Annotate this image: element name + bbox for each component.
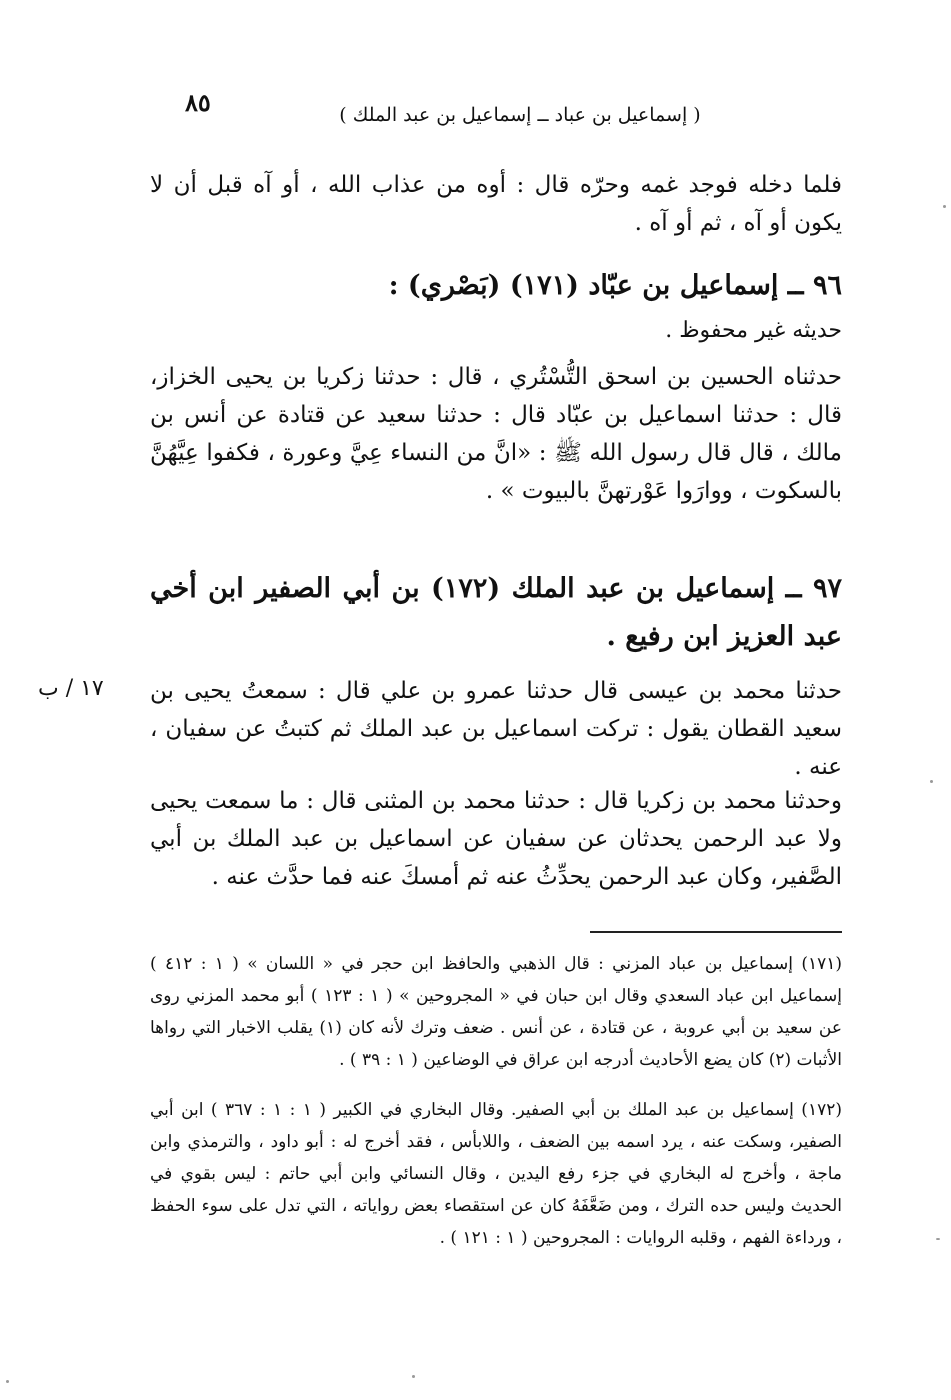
footnote-171: (١٧١) إسماعيل بن عباد المزني : قال الذهبي والحافظ ابن حجر في « اللسان » ( ١ : ٤١٢ ) إسماعيل ابن عباد السعدي وقال ابن حبان في « المجروحين » ( ١ : ١٢٣ ) أبو محمد المزني روى عن سعيد بن أبي عروبة ، عن قتادة ، عن أنس . ضعف وترك لأنه كان (١) يقلب الاخبار التي رواها الأثبات (٢) كان يضع الأحاديث أدرجه ابن عراق في الوضاعين ( ١ : ٣٩ ) . [150, 954, 842, 1070]
running-head: ( إسماعيل بن عباد ــ إسماعيل بن عبد الملك ) [339, 104, 701, 126]
entry-97-text-2: وحدثنا محمد بن زكريا قال : حدثنا محمد بن المثنى قال : ما سمعت يحيى ولا عبد الرحمن يحدثان عن سفيان عن اسماعيل بن عبد الملك بن أبي الصَّفير، وكان عبد الرحمن يحدِّثُ عنه ثم أمسكَ عنه فما حدَّث عنه . [150, 788, 842, 890]
scan-speck [6, 1380, 9, 1383]
entry-97-text-1: حدثنا محمد بن عيسى قال حدثنا عمرو بن علي قال : سمعتُ يحيى بن سعيد القطان يقول : تركت اسماعيل بن عبد الملك ثم كتبتُ عن سفيان ، عنه . [150, 678, 842, 780]
entry-96-note: حديثه غير محفوظ . [665, 318, 842, 343]
scan-speck [412, 1375, 415, 1378]
page-number: ٨٥ [185, 88, 211, 117]
entry-96-heading: ٩٦ ــ إسماعيل بن عبّاد (١٧١) (بَصْري) : [388, 270, 842, 301]
entry-96-text: حدثناه الحسين بن اسحق التُّسْتُري ، قال : حدثنا زكريا بن يحيى الخزاز، قال : حدثنا اسماعيل بن عبّاد قال : حدثنا سعيد عن قتادة عن أنس بن مالك ، قال قال رسول الله ﷺ : «انَّ من النساء عِيَّ وعورة ، فكفوا عِيَّهُنَّ بالسكوت ، ووارَوا عَوْرتهنَّ بالبيوت » . [150, 364, 842, 504]
scan-speck [936, 1238, 940, 1240]
margin-folio-note: ١٧ / ب [38, 676, 104, 701]
footnote-separator [590, 931, 842, 933]
paragraph-continuation: فلما دخله فوجد غمه وحرّه قال : أوه من عذاب الله ، أو آه قبل أن لا يكون أو آه ، ثم أو آه . [150, 172, 842, 236]
footnote-172: (١٧٢) إسماعيل بن عبد الملك بن أبي الصفير. وقال البخاري في الكبير ( ١ : ١ : ٣٦٧ ) ابن أبي الصفير، وسكت عنه ، يرد اسمه بين الضعف ، واللابأس ، فقد أخرج له : أبو داود ، والترمذي وابن ماجة ، وأخرج له البخاري في جزء رفع اليدين ، وقال النسائي وابن أبي حاتم : ليس بقوي في الحديث وليس حده الترك ، ومن ضَعَّفَهُ كان عن استقصاء بعض رواياته ، التي تدل على سوء الحفظ ، ورداءة الفهم ، وقلبه الروايات : المجروحين ( ١ : ١٢١ ) . [150, 1100, 842, 1248]
scan-speck [943, 205, 946, 208]
entry-97-heading: ٩٧ ــ إسماعيل بن عبد الملك (١٧٢) بن أبي الصفير ابن أخي عبد العزيز ابن رفيع . [150, 573, 842, 652]
scan-speck [930, 780, 933, 783]
